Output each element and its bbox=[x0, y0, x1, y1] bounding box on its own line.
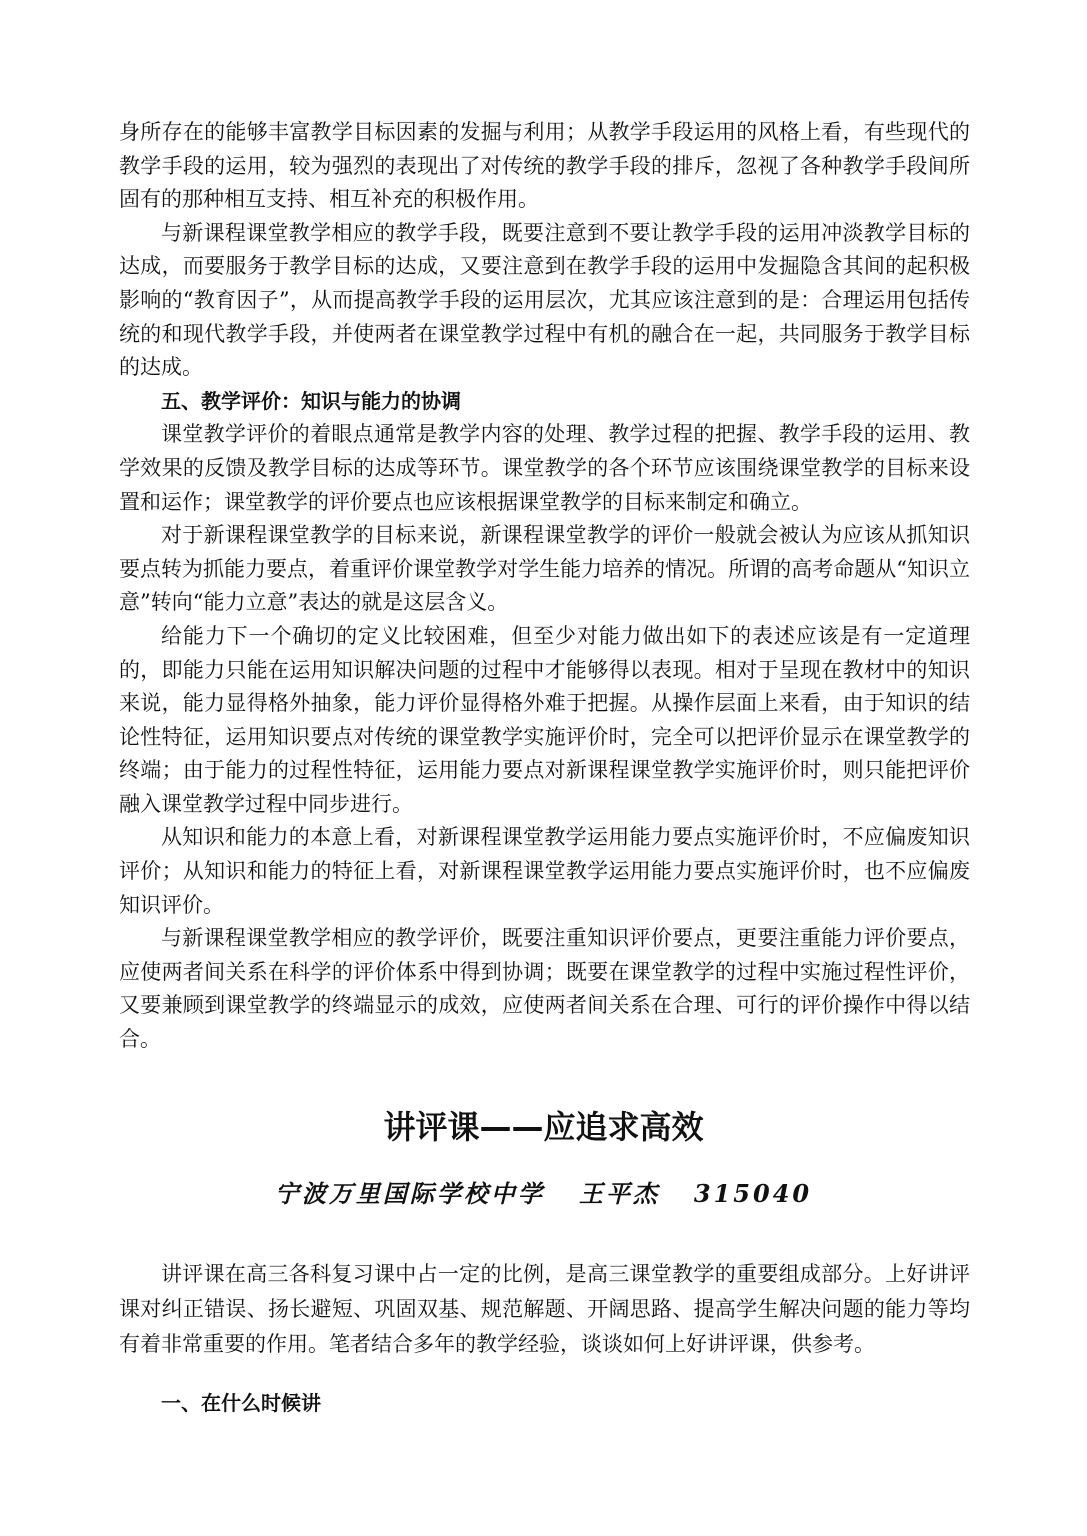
article-byline bbox=[0, 1176, 1087, 1212]
author-school: 宁波万里国际学校中学 bbox=[274, 1179, 545, 1208]
article-intro bbox=[119, 1257, 970, 1362]
intro-paragraph: 讲评课在高三各科复习课中占一定的比例，是高三课堂教学的重要组成部分。上好讲评课对纠正错误、扬长避短、巩固双基、规范解题、开阔思路、提高学生解决问题的能力等均有着非常重要的作用。笔者结合多年的教学经验，谈谈如何上好讲评课，供参考。 bbox=[119, 1262, 970, 1356]
author-name: 王平杰 bbox=[578, 1179, 660, 1208]
evaluation-paragraph: 给能力下一个确切的定义比较困难，但至少对能力做出如下的表述应该是有一定道理的，即能力只能在运用知识解决问题的过程中才能够得以表现。相对于呈现在教材中的知识来说，能力显得格外抽象，能力评价显得格外难于把握。从操作层面上来看，由于知识的结论性特征，运用知识要点对传统的课堂教学实施评价时，完全可以把评价显示在课堂教学的终端；由于能力的过程性特征，运用能力要点对新课程课堂教学实施评价时，则只能把评价融入课堂教学过程中同步进行。 bbox=[119, 623, 970, 816]
evaluation-paragraph: 对于新课程课堂教学的目标来说，新课程课堂教学的评价一般就会被认为应该从抓知识要点转为抓能力要点，着重评价课堂教学对学生能力培养的情况。所谓的高考命题从“知识立意”转向“能力立意”表达的就是这层含义。 bbox=[119, 523, 970, 615]
previous-article-body bbox=[119, 116, 970, 1057]
article-title: 讲评课——应追求高效 bbox=[383, 1108, 704, 1146]
section-heading-evaluation: 五、教学评价：知识与能力的协调 bbox=[161, 388, 461, 413]
evaluation-paragraph: 与新课程课堂教学相应的教学评价，既要注重知识评价要点，更要注重能力评价要点，应使两者间关系在科学的评价体系中得到协调；既要在课堂教学的过程中实施过程性评价，又要兼顾到课堂教学的终端显示的成效，应使两者间关系在合理、可行的评价操作中得以结合。 bbox=[119, 926, 970, 1052]
continuation-paragraph: 身所存在的能够丰富教学目标因素的发掘与利用；从教学手段运用的风格上看，有些现代的教学手段的运用，较为强烈的表现出了对传统的教学手段的排斥，忽视了各种教学手段间所固有的那种相互支持、相互补充的积极作用。 bbox=[119, 120, 970, 212]
teaching-means-paragraph: 与新课程课堂教学相应的教学手段，既要注意到不要让教学手段的运用冲淡教学目标的达成，而要服务于教学目标的达成，又要注意到在教学手段的运用中发掘隐含其间的起积极影响的“教育因子”，从而提高教学手段的运用层次，尤其应该注意到的是：合理运用包括传统的和现代教学手段，并使两者在课堂教学过程中有机的融合在一起，共同服务于教学目标的达成。 bbox=[119, 220, 970, 380]
section-heading-when: 一、在什么时候讲 bbox=[161, 1391, 321, 1415]
evaluation-paragraph: 从知识和能力的本意上看，对新课程课堂教学运用能力要点实施评价时，不应偏废知识评价；从知识和能力的特征上看，对新课程课堂教学运用能力要点实施评价时，也不应偏废知识评价。 bbox=[119, 825, 970, 917]
evaluation-paragraph: 课堂教学评价的着眼点通常是教学内容的处理、教学过程的把握、教学手段的运用、教学效果的反馈及教学目标的达成等环节。课堂教学的各个环节应该围绕课堂教学的目标来设置和运作；课堂教学的评价要点也应该根据课堂教学的目标来制定和确立。 bbox=[119, 422, 970, 514]
author-postcode: 315040 bbox=[693, 1179, 813, 1208]
